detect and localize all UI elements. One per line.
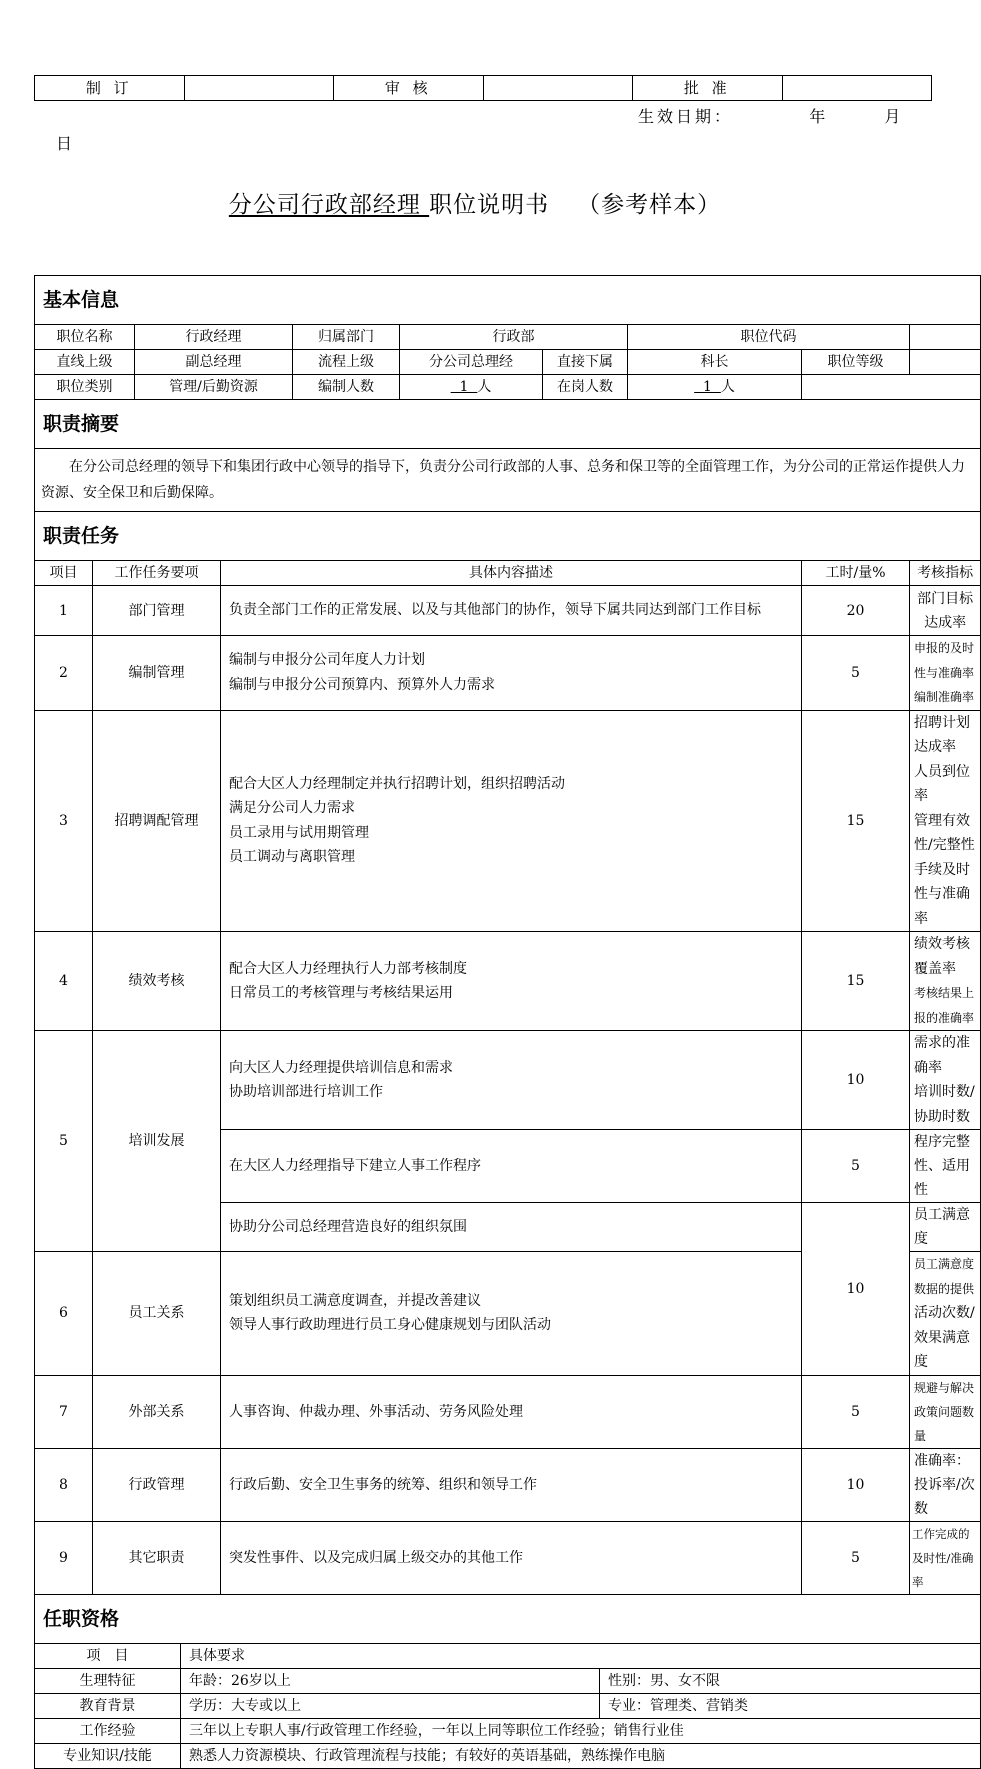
qual-age: 年龄：26岁以上	[181, 1668, 600, 1693]
duty-desc-line: 员工录用与试用期管理	[229, 824, 369, 841]
duty-desc-line: 满足分公司人力需求	[229, 800, 355, 817]
date-year: 年	[809, 107, 829, 126]
duty-kpi-line: 培训时数/协助时数	[914, 1084, 975, 1125]
duty-desc: 突发性事件、以及完成归属上级交办的其他工作	[221, 1521, 802, 1594]
title-suffix: （参考样本）	[577, 192, 722, 218]
value-department: 行政部	[400, 325, 628, 350]
duty-task: 其它职责	[93, 1521, 221, 1594]
onboard-unit: 人	[720, 379, 735, 395]
duty-pct: 10	[802, 1203, 910, 1376]
duties-col-no: 项目	[35, 561, 93, 586]
duty-kpi: 部门目标达成率	[910, 586, 981, 636]
job-description-form	[34, 275, 981, 1769]
duty-desc-line: 员工调动与离职管理	[229, 849, 355, 866]
duty-no: 9	[35, 1521, 93, 1594]
duty-desc-line: 配合大区人力经理制定并执行招聘计划，组织招聘活动	[229, 775, 565, 792]
duty-desc-line: 策划组织员工满意度调查，并提改善建议	[229, 1292, 481, 1309]
duty-desc: 在大区人力经理指导下建立人事工作程序	[221, 1130, 802, 1203]
duty-pct: 5	[802, 1375, 910, 1448]
effective-date	[638, 104, 903, 127]
duty-desc	[221, 1252, 802, 1376]
duty-kpi: 工作完成的及时性/准确率	[910, 1521, 981, 1594]
duty-desc: 行政后勤、安全卫生事务的统筹、组织和领导工作	[221, 1448, 802, 1521]
qual-skills-label: 专业知识/技能	[35, 1743, 181, 1768]
duty-desc: 协助分公司总经理营造良好的组织氛围	[221, 1203, 802, 1252]
qual-skills-value: 熟悉人力资源模块、行政管理流程与技能；有较好的英语基础，熟练操作电脑	[181, 1743, 981, 1768]
title-main: 职位说明书	[429, 192, 550, 218]
duty-kpi-line: 人员到位率	[914, 763, 970, 804]
qualification-heading: 任职资格	[35, 1594, 981, 1643]
label-direct-superior: 直线上级	[35, 350, 135, 375]
duty-row	[35, 586, 981, 636]
duty-task: 招聘调配管理	[93, 710, 221, 932]
value-position-name: 行政经理	[135, 325, 293, 350]
duty-desc-line: 协助培训部进行培训工作	[229, 1084, 383, 1100]
duty-pct: 20	[802, 586, 910, 636]
qual-major: 专业：管理类、营销类	[600, 1693, 981, 1718]
qual-physical-label: 生理特征	[35, 1668, 181, 1693]
value-process-superior: 分公司总理经	[400, 350, 543, 375]
duty-kpi	[910, 710, 981, 932]
label-process-superior: 流程上级	[293, 350, 400, 375]
qual-experience-value: 三年以上专职人事/行政管理工作经验，一年以上同等职位工作经验；销售行业佳	[181, 1718, 981, 1743]
duty-kpi-line: 活动次数/效果满意度	[914, 1305, 975, 1370]
duty-no: 2	[35, 636, 93, 711]
duties-col-pct: 工时/量%	[802, 561, 910, 586]
duties-col-kpi: 考核指标	[910, 561, 981, 586]
draft-value[interactable]	[184, 76, 334, 101]
duty-no: 4	[35, 932, 93, 1031]
label-position-category: 职位类别	[35, 375, 135, 400]
duty-kpi-line: 绩效考核覆盖率	[914, 936, 970, 977]
duty-kpi: 员工满意度	[910, 1203, 981, 1252]
summary-heading: 职责摘要	[35, 400, 981, 449]
label-position-grade: 职位等级	[802, 350, 910, 375]
duty-pct: 15	[802, 710, 910, 932]
duty-desc: 人事咨询、仲裁办理、外事活动、劳务风险处理	[221, 1375, 802, 1448]
duty-row	[35, 1031, 981, 1130]
date-month: 月	[884, 107, 904, 126]
duty-desc	[221, 586, 802, 636]
duty-no: 3	[35, 710, 93, 932]
date-day: 日	[56, 134, 73, 153]
approve-label: 批 准	[633, 76, 783, 101]
duty-desc-line: 配合大区人力经理执行人力部考核制度	[229, 960, 467, 977]
duty-kpi-line: 考核结果上报的准确率	[914, 986, 975, 1025]
label-department: 归属部门	[293, 325, 400, 350]
value-position-category: 管理/后勤资源	[135, 375, 293, 400]
label-direct-subordinate: 直接下属	[543, 350, 628, 375]
duty-row	[35, 1375, 981, 1448]
page-title	[0, 186, 950, 219]
duty-desc-line: 负责全部门工作的正常发展、以及与其他部门的协作，领导下属共同达到部门工作目标	[229, 602, 761, 619]
value-onboard-count	[628, 375, 802, 400]
review-label: 审 核	[334, 76, 484, 101]
duty-no: 8	[35, 1448, 93, 1521]
duty-desc-line: 日常员工的考核管理与考核结果运用	[229, 985, 453, 1001]
duty-kpi	[910, 1252, 981, 1376]
basic-info-heading: 基本信息	[35, 276, 981, 325]
signoff-table	[34, 75, 932, 101]
draft-label: 制 订	[35, 76, 185, 101]
duty-row	[35, 1448, 981, 1521]
duty-kpi: 程序完整性、适用性	[910, 1130, 981, 1203]
basic-row3-blank	[802, 375, 981, 400]
duty-pct: 10	[802, 1448, 910, 1521]
value-direct-subordinate: 科长	[628, 350, 802, 375]
title-position: 分公司行政部经理	[228, 192, 430, 218]
qual-gender: 性别：男、女不限	[600, 1668, 981, 1693]
duty-pct: 5	[802, 636, 910, 711]
duty-no: 7	[35, 1375, 93, 1448]
duty-desc-line: 编制与申报分公司年度人力计划	[229, 652, 425, 669]
duty-task: 培训发展	[93, 1031, 221, 1252]
duty-no: 1	[35, 586, 93, 636]
value-direct-superior: 副总经理	[135, 350, 293, 375]
duty-kpi	[910, 1031, 981, 1130]
onboard-number: 1	[694, 379, 721, 395]
duty-no: 6	[35, 1252, 93, 1376]
qual-experience-label: 工作经验	[35, 1718, 181, 1743]
duty-no: 5	[35, 1031, 93, 1252]
review-value[interactable]	[483, 76, 633, 101]
value-headcount	[400, 375, 543, 400]
headcount-unit: 人	[477, 379, 492, 395]
headcount-number: 1	[450, 379, 478, 395]
duty-kpi-line: 需求的准确率	[914, 1035, 970, 1076]
duty-kpi-line: 手续及时性与准确率	[914, 861, 970, 927]
approve-value[interactable]	[782, 76, 932, 101]
value-position-code[interactable]	[910, 325, 981, 350]
value-position-grade[interactable]	[910, 350, 981, 375]
label-onboard-count: 在岗人数	[543, 375, 628, 400]
duty-desc	[221, 932, 802, 1031]
duty-pct: 5	[802, 1130, 910, 1203]
qual-degree: 学历：大专或以上	[181, 1693, 600, 1718]
duty-row	[35, 932, 981, 1031]
duty-kpi-line: 管理有效性/完整性	[914, 812, 975, 853]
duty-pct: 5	[802, 1521, 910, 1594]
duty-task: 行政管理	[93, 1448, 221, 1521]
label-position-code: 职位代码	[628, 325, 910, 350]
duty-kpi: 准确率：投诉率/次数	[910, 1448, 981, 1521]
qual-col-requirement: 具体要求	[181, 1643, 981, 1668]
duty-task: 编制管理	[93, 636, 221, 711]
duty-desc	[221, 710, 802, 932]
duty-row	[35, 710, 981, 932]
duties-col-task: 工作任务要项	[93, 561, 221, 586]
duty-desc	[221, 1031, 802, 1130]
duty-kpi-line: 员工满意度数据的提供	[914, 1257, 975, 1296]
duties-heading: 职责任务	[35, 512, 981, 561]
effective-date-label: 生效日期：	[638, 107, 734, 126]
duty-task: 绩效考核	[93, 932, 221, 1031]
duty-desc-line: 编制与申报分公司预算内、预算外人力需求	[229, 676, 495, 693]
summary-text: 在分公司总经理的领导下和集团行政中心领导的指导下，负责分公司行政部的人事、总务和保卫等的全面管理工作，为分公司的正常运作提供人力资源、安全保卫和后勤保障。	[35, 449, 981, 512]
duty-desc-line: 向大区人力经理提供培训信息和需求	[229, 1059, 453, 1076]
duty-row	[35, 636, 981, 711]
label-headcount: 编制人数	[293, 375, 400, 400]
qual-col-item: 项 目	[35, 1643, 181, 1668]
duty-kpi-line: 申报的及时性与准确率	[914, 641, 975, 680]
duty-kpi-line: 招聘计划达成率	[914, 714, 970, 755]
duty-kpi: 规避与解决政策问题数量	[910, 1375, 981, 1448]
label-position-name: 职位名称	[35, 325, 135, 350]
duty-pct: 10	[802, 1031, 910, 1130]
duty-desc-line: 领导人事行政助理进行员工身心健康规划与团队活动	[229, 1317, 551, 1334]
duty-task: 部门管理	[93, 586, 221, 636]
qual-education-label: 教育背景	[35, 1693, 181, 1718]
duty-row	[35, 1521, 981, 1594]
duties-col-desc: 具体内容描述	[221, 561, 802, 586]
duty-kpi-line: 编制准确率	[914, 690, 975, 704]
duty-task: 员工关系	[93, 1252, 221, 1376]
duty-pct: 15	[802, 932, 910, 1031]
duty-kpi	[910, 932, 981, 1031]
duty-kpi	[910, 636, 981, 711]
duty-desc	[221, 636, 802, 711]
duty-task: 外部关系	[93, 1375, 221, 1448]
